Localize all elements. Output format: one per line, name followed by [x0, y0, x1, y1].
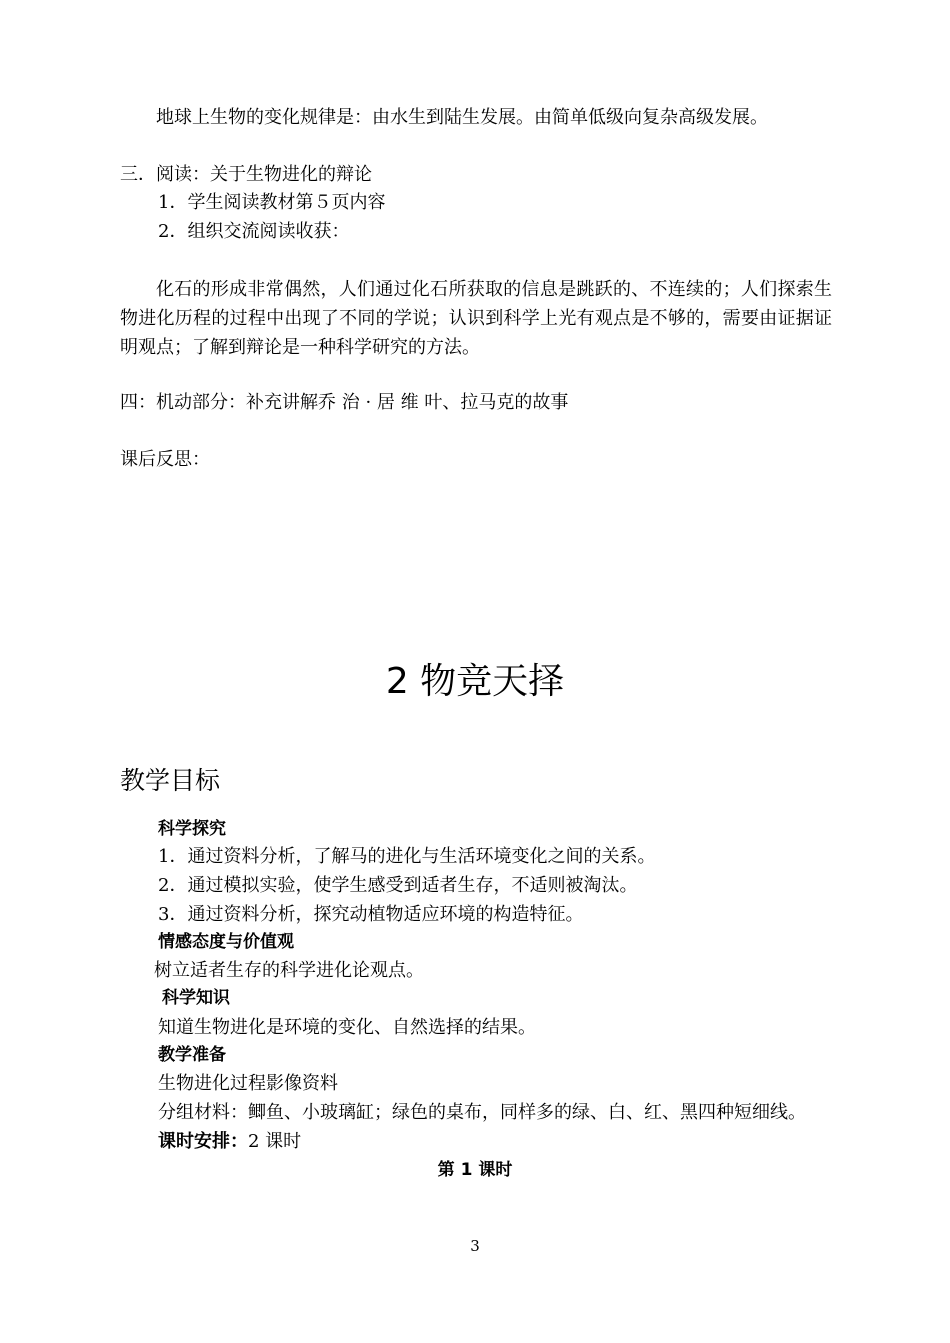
science-inquiry-item: 2．通过模拟实验，使学生感受到适者生存，不适则被淘汰。	[158, 875, 638, 896]
knowledge-heading: 科学知识	[162, 988, 230, 1008]
flexible-part-text: 四：机动部分：补充讲解乔 治 · 居 维 叶、拉马克的故事	[120, 392, 569, 413]
science-inquiry-heading: 科学探究	[158, 819, 226, 839]
attitude-text: 树立适者生存的科学进化论观点。	[154, 960, 424, 981]
attitude-heading: 情感态度与价值观	[158, 932, 294, 952]
period-heading: 第 1 课时	[437, 1160, 513, 1180]
reading-item: 2．组织交流阅读收获：	[158, 221, 350, 242]
page-number: 3	[470, 1237, 480, 1255]
science-inquiry-item: 1．通过资料分析，了解马的进化与生活环境变化之间的关系。	[158, 846, 656, 867]
reading-item: 1．学生阅读教材第５页内容	[158, 192, 386, 213]
knowledge-text: 知道生物进化是环境的变化、自然选择的结果。	[158, 1017, 536, 1038]
preparation-item: 分组材料：鲫鱼、小玻璃缸；绿色的桌布，同样多的绿、白、红、黑四种短细线。	[158, 1102, 806, 1123]
reflection-label: 课后反思：	[120, 449, 210, 470]
preparation-item: 生物进化过程影像资料	[158, 1073, 338, 1094]
schedule-label: 课时安排：	[158, 1131, 248, 1152]
preparation-heading: 教学准备	[158, 1045, 226, 1065]
reading-summary-paragraph: 化石的形成非常偶然，人们通过化石所获取的信息是跳跃的、不连续的；人们探索生物进化历程的过程中出现了不同的学说；认识到科学上光有观点是不够的，需要由证据证明观点；了解到辩论是一种科学研究的方法。	[120, 279, 832, 358]
objectives-heading: 教学目标	[120, 766, 221, 795]
lesson-title: 2 物竞天择	[385, 661, 565, 702]
science-inquiry-item: 3．通过资料分析，探究动植物适应环境的构造特征。	[158, 904, 584, 925]
schedule-value: 2 课时	[248, 1131, 302, 1152]
reading-heading: 三．阅读：关于生物进化的辩论	[120, 164, 372, 185]
schedule-line	[158, 1128, 301, 1156]
evolution-rule-text: 地球上生物的变化规律是：由水生到陆生发展。由简单低级向复杂高级发展。	[156, 107, 768, 128]
